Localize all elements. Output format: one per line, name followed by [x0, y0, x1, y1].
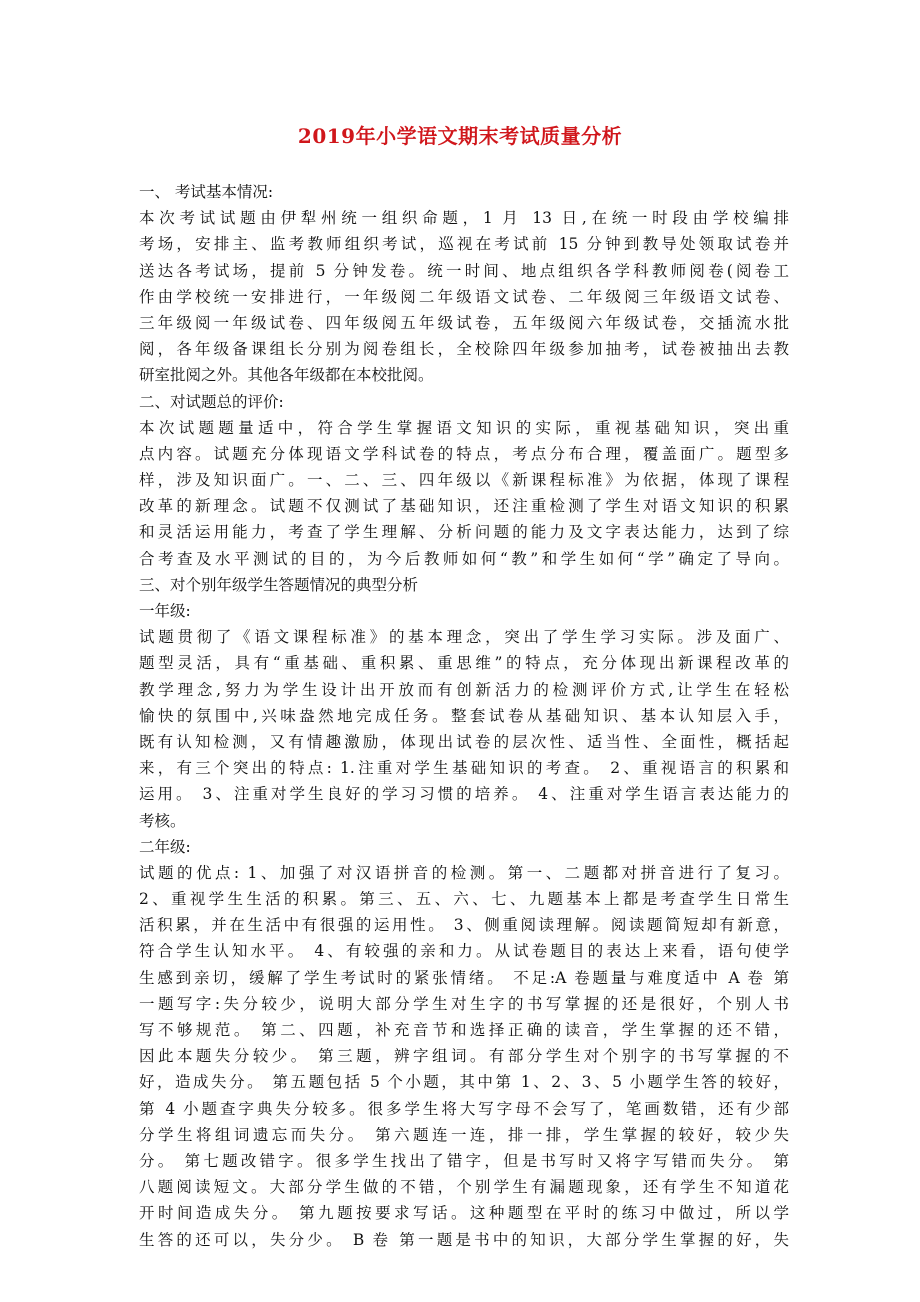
text-line: 考场，安排主、监考教师组织考试，巡视在考试前 15 分钟到教导处领取试卷并 [139, 235, 789, 254]
text-line: 分。 第七题改错字。很多学生找出了错字，但是书写时又将字写错而失分。 第 [139, 1151, 789, 1170]
text-line: 2、重视学生生活的积累。第三、五、六、七、九题基本上都是考查学生日常生 [139, 890, 789, 909]
text-line: 题型灵活，具有“重基础、重积累、重思维”的特点，充分体现出新课程改革的 [139, 654, 789, 673]
text-line: 试题贯彻了《语文课程标准》的基本理念，突出了学生学习实际。涉及面广、 [139, 628, 789, 647]
grade-heading-2: 二年级: [139, 837, 191, 856]
text-line: 写不够规范。 第二、四题，补充音节和选择正确的读音，学生掌握的还不错， [139, 1021, 789, 1039]
text-line: 作由学校统一安排进行，一年级阅二年级语文试卷、二年级阅三年级语文试卷、 [139, 287, 789, 306]
section-heading-2: 二、对试题总的评价: [139, 392, 284, 411]
section-heading-3: 三、对个别年级学生答题情况的典型分析 [139, 575, 419, 594]
text-line: 点内容。试题充分体现语文学科试卷的特点，考点分布合理，覆盖面广。题型多 [139, 444, 789, 463]
text-line: 因此本题失分较少。 第三题，辨字组词。有部分学生对个别字的书写掌握的不 [139, 1047, 789, 1066]
text-line: 考核。 [139, 811, 186, 830]
document-title: 2019年小学语文期末考试质量分析 [297, 124, 623, 148]
text-line: 愉快的氛围中,兴味盎然地完成任务。整套试卷从基础知识、基本认知层入手， [139, 706, 789, 725]
text-line: 生答的还可以，失分少。 B 卷 第一题是书中的知识，大部分学生掌握的好，失 [139, 1230, 789, 1249]
grade-heading-1: 一年级: [139, 602, 191, 620]
text-line: 生感到亲切，缓解了学生考试时的紧张情绪。 不足:A 卷题量与难度适中 A 卷 第 [139, 968, 789, 987]
text-line: 八题阅读短文。大部分学生做的不错，个别学生有漏题现象，还有学生不知道花 [139, 1178, 789, 1197]
text-line: 阅，各年级备课组长分别为阅卷组长，全校除四年级参加抽考，试卷被抽出去教 [139, 340, 789, 359]
text-line: 三年级阅一年级试卷、四年级阅五年级试卷，五年级阅六年级试卷，交插流水批 [139, 313, 789, 332]
text-line: 教学理念,努力为学生设计出开放而有创新活力的检测评价方式,让学生在轻松 [139, 680, 789, 699]
text-line: 和灵活运用能力，考查了学生理解、分析问题的能力及文字表达能力，达到了综 [139, 523, 789, 542]
text-line: 活积累，并在生活中有很强的运用性。 3、侧重阅读理解。阅读题简短却有新意， [139, 916, 789, 935]
text-line: 来，有三个突出的特点: 1.注重对学生基础知识的考查。 2、重视语言的积累和 [139, 759, 789, 778]
text-line: 本次试题题量适中，符合学生掌握语文知识的实际，重视基础知识，突出重 [139, 418, 789, 437]
text-line: 试题的优点: 1、加强了对汉语拼音的检测。第一、二题都对拼音进行了复习。 [139, 863, 789, 882]
section-heading-1: 一、 考试基本情况: [139, 183, 274, 201]
text-line: 合考查及水平测试的目的，为今后教师如何“教”和学生如何“学”确定了导向。 [139, 549, 789, 568]
text-line: 第 4 小题查字典失分较多。很多学生将大写字母不会写了，笔画数错，还有少部 [139, 1099, 789, 1118]
text-line: 改革的新理念。试题不仅测试了基础知识，还注重检测了学生对语文知识的积累 [139, 497, 789, 516]
document-body [139, 179, 789, 1253]
text-line: 送达各考试场，提前 5 分钟发卷。统一时间、地点组织各学科教师阅卷(阅卷工 [139, 261, 789, 280]
text-line: 样，涉及知识面广。一、二、三、四年级以《新课程标准》为依据，体现了课程 [139, 471, 789, 490]
text-line: 一题写字:失分较少，说明大部分学生对生字的书写掌握的还是很好，个别人书 [139, 994, 789, 1013]
text-line: 符合学生认知水平。 4、有较强的亲和力。从试卷题目的表达上来看，语句使学 [139, 942, 789, 961]
text-line: 好，造成失分。 第五题包括 5 个小题，其中第 1、2、3、5 小题学生答的较好， [139, 1073, 789, 1092]
text-line: 开时间造成失分。 第九题按要求写话。这种题型在平时的练习中做过，所以学 [139, 1204, 789, 1223]
text-line: 本次考试试题由伊犁州统一组织命题，1 月 13 日,在统一时段由学校编排 [139, 209, 789, 228]
text-line: 分学生将组词遗忘而失分。 第六题连一连，排一排，学生掌握的较好，较少失 [139, 1125, 789, 1144]
text-line: 研室批阅之外。其他各年级都在本校批阅。 [139, 366, 434, 385]
text-line: 运用。 3、注重对学生良好的学习习惯的培养。 4、注重对学生语言表达能力的 [139, 785, 789, 804]
text-line: 既有认知检测，又有情趣激励，体现出试卷的层次性、适当性、全面性，概括起 [139, 732, 789, 751]
